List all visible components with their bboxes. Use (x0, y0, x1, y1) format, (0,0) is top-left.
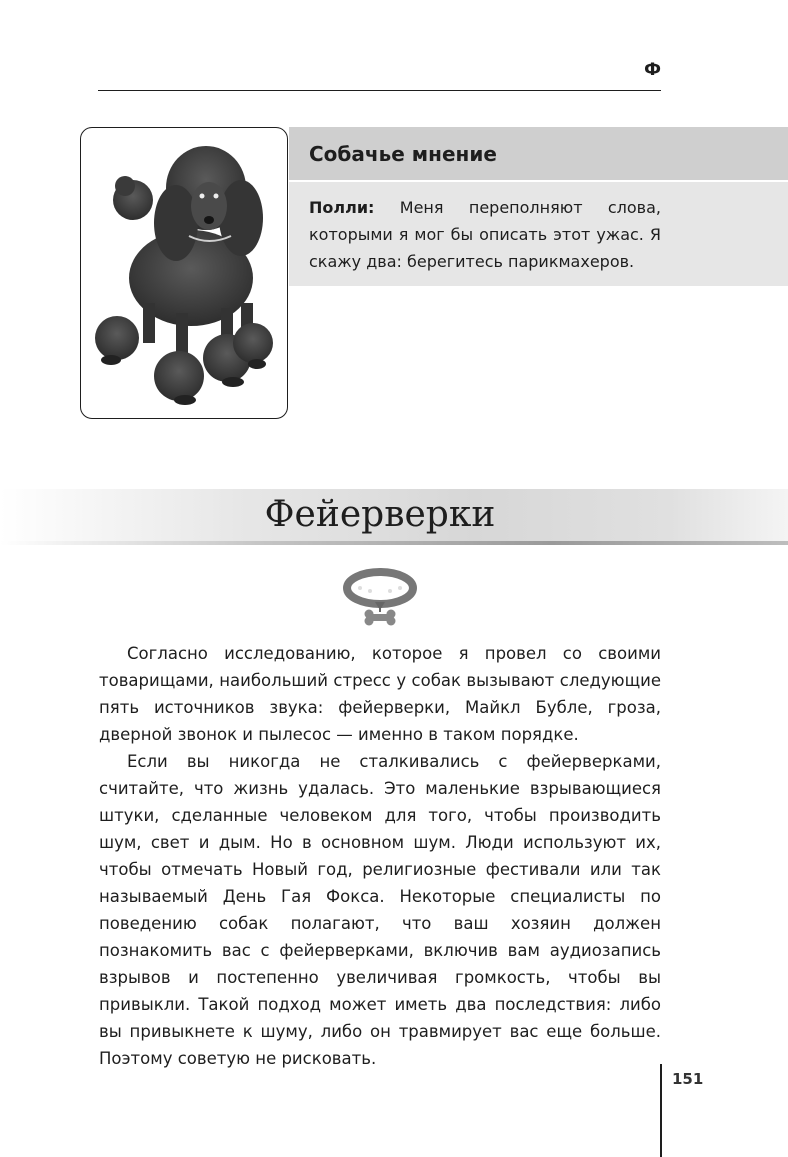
sidebar-quote (309, 194, 661, 275)
sidebar-title: Собачье мнение (309, 142, 497, 166)
running-head (98, 60, 661, 91)
body-text (99, 640, 661, 1072)
body-paragraph: Если вы никогда не сталкивались с фейерверками, считайте, что жизнь удалась. Это маленькие взрывающиеся штуки, сделанные человеком для того, чтобы производить шум, свет и дым. Но в основном шум. Люди используют их, чтобы отмечать Новый год, религиозные фестивали или так называемый День Гая Фокса. Некоторые специалисты по поведению собак полагают, что ваш хозяин должен познакомить вас с фейерверками, включив вам аудиозапись взрывов и постепенно увеличивая громкость, чтобы вы привыкли. Такой подход может иметь два последствия: либо вы привыкнете к шуму, либо он травмирует вас еще больше. Поэтому советую не рисковать. (99, 752, 661, 1068)
body-paragraph: Согласно исследованию, которое я провел со своими товарищами, наибольший стресс у собак вызывают следующие пять источников звука: фейерверки, Майкл Бубле, гроза, дверной звонок и пылесос — именно в таком порядке. (99, 644, 661, 744)
dog-collar-icon (342, 566, 418, 630)
poodle-photo (80, 127, 288, 419)
running-head-letter: Ф (644, 60, 661, 80)
poodle-illustration (81, 128, 287, 418)
page-number-rule (660, 1064, 662, 1157)
sidebar-quote-text: Меня переполняют слова, которыми я мог бы описать этот ужас. Я скажу два: берегитесь парикмахеров. (309, 198, 661, 271)
sidebar-quote-band (289, 182, 788, 286)
sidebar-title-band (289, 127, 788, 180)
sidebar-speaker: Полли: (309, 198, 375, 217)
page-number: 151 (672, 1070, 704, 1088)
section-heading-underline (0, 541, 788, 545)
section-title: Фейерверки (264, 494, 496, 535)
